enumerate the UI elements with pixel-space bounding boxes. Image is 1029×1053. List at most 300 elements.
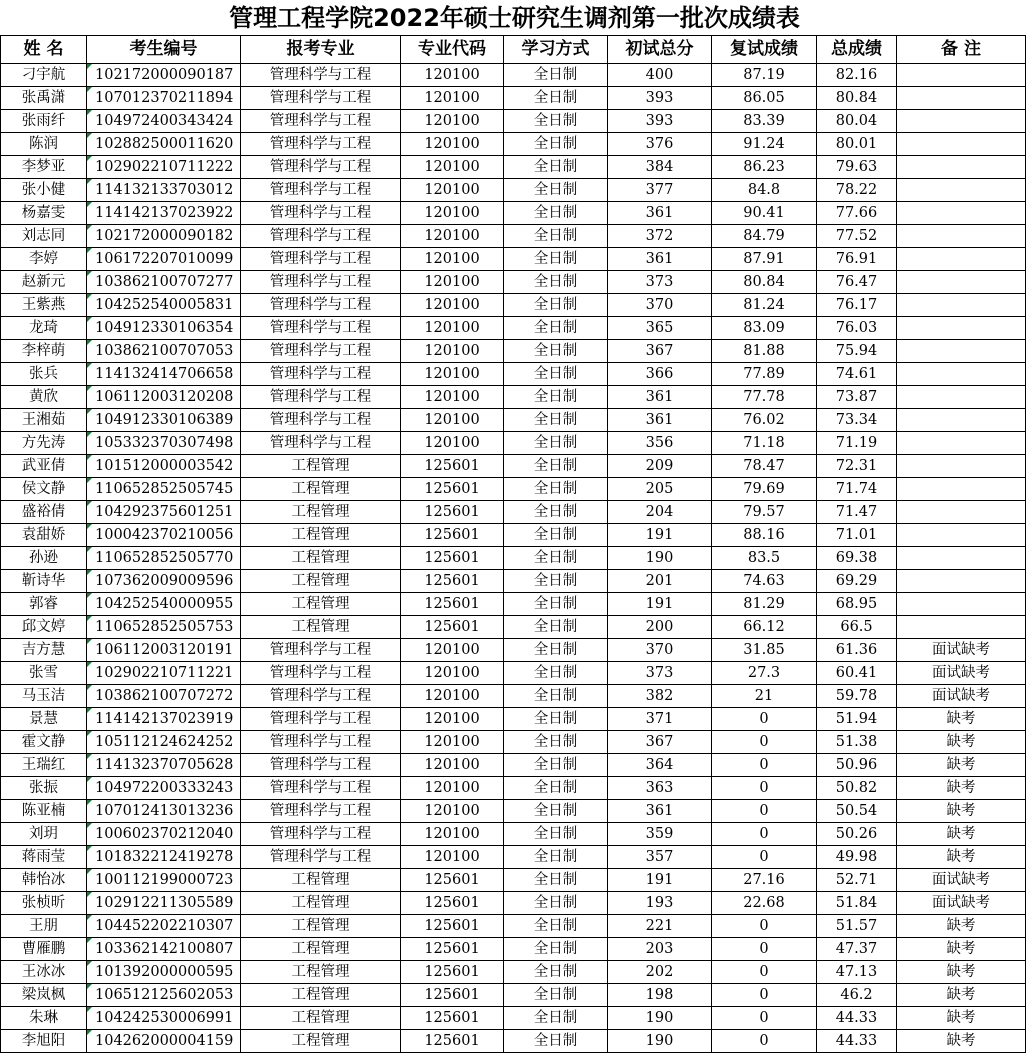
cell-remarks [897, 340, 1026, 363]
cell-study-mode: 全日制 [504, 800, 608, 823]
header-study-mode: 学习方式 [504, 36, 608, 64]
cell-study-mode: 全日制 [504, 570, 608, 593]
cell-prelim-score: 384 [608, 156, 712, 179]
cell-major-code: 120100 [401, 248, 504, 271]
cell-prelim-score: 204 [608, 501, 712, 524]
cell-retest-score: 81.24 [712, 294, 817, 317]
table-row [1, 386, 1026, 409]
cell-retest-score: 90.41 [712, 202, 817, 225]
table-row [1, 202, 1026, 225]
cell-exam-id: 104972200333243 [87, 777, 241, 800]
cell-exam-id: 107362009009596 [87, 570, 241, 593]
cell-total-score: 76.47 [817, 271, 897, 294]
cell-exam-id: 104452202210307 [87, 915, 241, 938]
cell-major-code: 120100 [401, 708, 504, 731]
cell-major: 工程管理 [241, 593, 401, 616]
cell-study-mode: 全日制 [504, 225, 608, 248]
table-row [1, 248, 1026, 271]
cell-major: 管理科学与工程 [241, 110, 401, 133]
table-row [1, 593, 1026, 616]
cell-prelim-score: 382 [608, 685, 712, 708]
cell-remarks [897, 110, 1026, 133]
cell-name: 韩怡冰 [1, 869, 87, 892]
cell-remarks: 缺考 [897, 731, 1026, 754]
cell-study-mode: 全日制 [504, 892, 608, 915]
table-row [1, 708, 1026, 731]
cell-major-code: 120100 [401, 639, 504, 662]
cell-total-score: 69.38 [817, 547, 897, 570]
cell-retest-score: 0 [712, 754, 817, 777]
cell-study-mode: 全日制 [504, 248, 608, 271]
cell-major-code: 120100 [401, 386, 504, 409]
cell-study-mode: 全日制 [504, 271, 608, 294]
cell-prelim-score: 377 [608, 179, 712, 202]
cell-major: 工程管理 [241, 892, 401, 915]
cell-name: 王冰冰 [1, 961, 87, 984]
cell-retest-score: 0 [712, 915, 817, 938]
cell-remarks [897, 432, 1026, 455]
cell-retest-score: 66.12 [712, 616, 817, 639]
cell-study-mode: 全日制 [504, 639, 608, 662]
cell-exam-id: 103362142100807 [87, 938, 241, 961]
cell-name: 邱文婷 [1, 616, 87, 639]
cell-major: 管理科学与工程 [241, 800, 401, 823]
cell-prelim-score: 371 [608, 708, 712, 731]
cell-total-score: 80.04 [817, 110, 897, 133]
cell-exam-id: 106112003120208 [87, 386, 241, 409]
cell-prelim-score: 191 [608, 869, 712, 892]
cell-prelim-score: 365 [608, 317, 712, 340]
cell-exam-id: 107012370211894 [87, 87, 241, 110]
table-row [1, 685, 1026, 708]
cell-retest-score: 86.23 [712, 156, 817, 179]
cell-total-score: 80.01 [817, 133, 897, 156]
cell-remarks [897, 363, 1026, 386]
cell-remarks: 缺考 [897, 1007, 1026, 1030]
cell-total-score: 51.38 [817, 731, 897, 754]
cell-remarks [897, 524, 1026, 547]
cell-remarks: 面试缺考 [897, 892, 1026, 915]
table-row [1, 271, 1026, 294]
header-total-score: 总成绩 [817, 36, 897, 64]
table-row [1, 64, 1026, 87]
cell-study-mode: 全日制 [504, 869, 608, 892]
cell-study-mode: 全日制 [504, 662, 608, 685]
table-row [1, 639, 1026, 662]
cell-prelim-score: 393 [608, 110, 712, 133]
cell-major: 管理科学与工程 [241, 846, 401, 869]
cell-study-mode: 全日制 [504, 524, 608, 547]
cell-study-mode: 全日制 [504, 432, 608, 455]
cell-retest-score: 79.69 [712, 478, 817, 501]
cell-name: 陈亚楠 [1, 800, 87, 823]
table-row [1, 731, 1026, 754]
table-row [1, 662, 1026, 685]
cell-study-mode: 全日制 [504, 823, 608, 846]
cell-remarks: 缺考 [897, 708, 1026, 731]
cell-major: 工程管理 [241, 984, 401, 1007]
table-row [1, 1007, 1026, 1030]
cell-total-score: 82.16 [817, 64, 897, 87]
cell-major: 管理科学与工程 [241, 777, 401, 800]
cell-major-code: 125601 [401, 892, 504, 915]
cell-prelim-score: 201 [608, 570, 712, 593]
cell-total-score: 49.98 [817, 846, 897, 869]
cell-major-code: 120100 [401, 317, 504, 340]
cell-major: 工程管理 [241, 524, 401, 547]
cell-retest-score: 0 [712, 961, 817, 984]
cell-retest-score: 79.57 [712, 501, 817, 524]
cell-major: 管理科学与工程 [241, 685, 401, 708]
cell-name: 吉方慧 [1, 639, 87, 662]
cell-major-code: 120100 [401, 340, 504, 363]
cell-exam-id: 100042370210056 [87, 524, 241, 547]
cell-study-mode: 全日制 [504, 547, 608, 570]
cell-study-mode: 全日制 [504, 179, 608, 202]
cell-total-score: 50.54 [817, 800, 897, 823]
cell-retest-score: 0 [712, 1030, 817, 1053]
cell-major: 工程管理 [241, 501, 401, 524]
cell-study-mode: 全日制 [504, 478, 608, 501]
cell-major: 工程管理 [241, 547, 401, 570]
cell-study-mode: 全日制 [504, 731, 608, 754]
cell-major: 管理科学与工程 [241, 179, 401, 202]
cell-retest-score: 21 [712, 685, 817, 708]
cell-exam-id: 102912211305589 [87, 892, 241, 915]
cell-study-mode: 全日制 [504, 386, 608, 409]
cell-major-code: 120100 [401, 363, 504, 386]
cell-remarks [897, 570, 1026, 593]
cell-remarks: 面试缺考 [897, 662, 1026, 685]
cell-major-code: 125601 [401, 869, 504, 892]
cell-retest-score: 0 [712, 1007, 817, 1030]
cell-major: 工程管理 [241, 961, 401, 984]
cell-major-code: 120100 [401, 202, 504, 225]
cell-total-score: 47.13 [817, 961, 897, 984]
cell-remarks: 缺考 [897, 800, 1026, 823]
cell-total-score: 76.03 [817, 317, 897, 340]
table-row [1, 984, 1026, 1007]
cell-prelim-score: 361 [608, 386, 712, 409]
cell-remarks: 缺考 [897, 1030, 1026, 1053]
cell-total-score: 61.36 [817, 639, 897, 662]
table-row [1, 524, 1026, 547]
cell-study-mode: 全日制 [504, 409, 608, 432]
cell-name: 曹雁鹏 [1, 938, 87, 961]
cell-name: 刁宇航 [1, 64, 87, 87]
cell-major: 管理科学与工程 [241, 823, 401, 846]
cell-name: 李婷 [1, 248, 87, 271]
cell-major-code: 125601 [401, 478, 504, 501]
cell-prelim-score: 361 [608, 800, 712, 823]
cell-remarks [897, 179, 1026, 202]
cell-study-mode: 全日制 [504, 156, 608, 179]
table-row [1, 547, 1026, 570]
cell-exam-id: 114142137023922 [87, 202, 241, 225]
cell-total-score: 46.2 [817, 984, 897, 1007]
cell-exam-id: 104262000004159 [87, 1030, 241, 1053]
table-row [1, 340, 1026, 363]
cell-retest-score: 0 [712, 708, 817, 731]
cell-name: 袁甜娇 [1, 524, 87, 547]
cell-major-code: 120100 [401, 110, 504, 133]
cell-total-score: 73.87 [817, 386, 897, 409]
table-row [1, 179, 1026, 202]
cell-exam-id: 105112124624252 [87, 731, 241, 754]
cell-retest-score: 88.16 [712, 524, 817, 547]
cell-name: 侯文静 [1, 478, 87, 501]
cell-prelim-score: 361 [608, 409, 712, 432]
cell-study-mode: 全日制 [504, 202, 608, 225]
cell-major: 管理科学与工程 [241, 317, 401, 340]
cell-name: 赵新元 [1, 271, 87, 294]
cell-major-code: 120100 [401, 133, 504, 156]
cell-major-code: 120100 [401, 179, 504, 202]
cell-total-score: 60.41 [817, 662, 897, 685]
cell-major-code: 120100 [401, 271, 504, 294]
cell-retest-score: 78.47 [712, 455, 817, 478]
cell-name: 张雪 [1, 662, 87, 685]
cell-retest-score: 84.79 [712, 225, 817, 248]
cell-name: 霍文静 [1, 731, 87, 754]
cell-prelim-score: 361 [608, 248, 712, 271]
cell-remarks [897, 64, 1026, 87]
cell-retest-score: 83.5 [712, 547, 817, 570]
cell-exam-id: 101392000000595 [87, 961, 241, 984]
table-row [1, 938, 1026, 961]
cell-name: 刘志同 [1, 225, 87, 248]
cell-total-score: 76.91 [817, 248, 897, 271]
cell-prelim-score: 373 [608, 271, 712, 294]
cell-major: 管理科学与工程 [241, 156, 401, 179]
cell-name: 张禹潇 [1, 87, 87, 110]
cell-remarks: 面试缺考 [897, 685, 1026, 708]
cell-study-mode: 全日制 [504, 340, 608, 363]
cell-prelim-score: 361 [608, 202, 712, 225]
cell-study-mode: 全日制 [504, 1030, 608, 1053]
cell-major-code: 125601 [401, 524, 504, 547]
cell-major: 工程管理 [241, 570, 401, 593]
cell-prelim-score: 376 [608, 133, 712, 156]
cell-exam-id: 114142137023919 [87, 708, 241, 731]
table-row [1, 87, 1026, 110]
cell-prelim-score: 200 [608, 616, 712, 639]
cell-total-score: 47.37 [817, 938, 897, 961]
cell-exam-id: 102172000090182 [87, 225, 241, 248]
table-row [1, 892, 1026, 915]
cell-total-score: 77.66 [817, 202, 897, 225]
cell-prelim-score: 393 [608, 87, 712, 110]
cell-retest-score: 83.39 [712, 110, 817, 133]
cell-exam-id: 104292375601251 [87, 501, 241, 524]
cell-name: 方先涛 [1, 432, 87, 455]
cell-study-mode: 全日制 [504, 616, 608, 639]
cell-remarks: 缺考 [897, 938, 1026, 961]
cell-total-score: 50.96 [817, 754, 897, 777]
cell-study-mode: 全日制 [504, 363, 608, 386]
cell-major: 管理科学与工程 [241, 133, 401, 156]
cell-major: 工程管理 [241, 938, 401, 961]
table-row [1, 846, 1026, 869]
cell-major: 管理科学与工程 [241, 248, 401, 271]
cell-major: 管理科学与工程 [241, 64, 401, 87]
header-major: 报考专业 [241, 36, 401, 64]
cell-remarks: 缺考 [897, 777, 1026, 800]
cell-exam-id: 102882500011620 [87, 133, 241, 156]
cell-prelim-score: 221 [608, 915, 712, 938]
cell-retest-score: 80.84 [712, 271, 817, 294]
cell-prelim-score: 367 [608, 731, 712, 754]
cell-total-score: 77.52 [817, 225, 897, 248]
cell-major-code: 120100 [401, 87, 504, 110]
cell-study-mode: 全日制 [504, 685, 608, 708]
cell-prelim-score: 205 [608, 478, 712, 501]
cell-major-code: 120100 [401, 225, 504, 248]
cell-remarks [897, 455, 1026, 478]
cell-study-mode: 全日制 [504, 110, 608, 133]
cell-name: 张雨纤 [1, 110, 87, 133]
cell-major-code: 120100 [401, 409, 504, 432]
cell-prelim-score: 357 [608, 846, 712, 869]
cell-major: 管理科学与工程 [241, 754, 401, 777]
cell-major: 管理科学与工程 [241, 87, 401, 110]
cell-total-score: 75.94 [817, 340, 897, 363]
cell-exam-id: 103862100707277 [87, 271, 241, 294]
cell-retest-score: 31.85 [712, 639, 817, 662]
cell-total-score: 50.26 [817, 823, 897, 846]
cell-exam-id: 103862100707053 [87, 340, 241, 363]
cell-total-score: 71.01 [817, 524, 897, 547]
cell-remarks [897, 202, 1026, 225]
cell-major-code: 125601 [401, 570, 504, 593]
header-row [1, 36, 1026, 64]
table-row [1, 800, 1026, 823]
cell-remarks: 面试缺考 [897, 869, 1026, 892]
cell-major-code: 120100 [401, 156, 504, 179]
cell-major: 管理科学与工程 [241, 708, 401, 731]
cell-prelim-score: 364 [608, 754, 712, 777]
table-row [1, 133, 1026, 156]
cell-study-mode: 全日制 [504, 501, 608, 524]
cell-retest-score: 27.16 [712, 869, 817, 892]
cell-name: 郭睿 [1, 593, 87, 616]
cell-prelim-score: 373 [608, 662, 712, 685]
header-remarks: 备 注 [897, 36, 1026, 64]
cell-study-mode: 全日制 [504, 915, 608, 938]
page-title: 管理工程学院2022年硕士研究生调剂第一批次成绩表 [229, 4, 800, 32]
cell-name: 李旭阳 [1, 1030, 87, 1053]
cell-major-code: 120100 [401, 662, 504, 685]
cell-major-code: 120100 [401, 64, 504, 87]
cell-exam-id: 102902210711221 [87, 662, 241, 685]
cell-prelim-score: 363 [608, 777, 712, 800]
cell-name: 龙琦 [1, 317, 87, 340]
cell-name: 马玉洁 [1, 685, 87, 708]
cell-total-score: 52.71 [817, 869, 897, 892]
cell-major-code: 125601 [401, 593, 504, 616]
cell-major: 工程管理 [241, 869, 401, 892]
cell-major: 管理科学与工程 [241, 271, 401, 294]
table-row [1, 754, 1026, 777]
cell-name: 靳诗华 [1, 570, 87, 593]
cell-name: 陈润 [1, 133, 87, 156]
cell-remarks [897, 409, 1026, 432]
cell-study-mode: 全日制 [504, 133, 608, 156]
cell-exam-id: 101832212419278 [87, 846, 241, 869]
cell-exam-id: 104912330106354 [87, 317, 241, 340]
cell-retest-score: 71.18 [712, 432, 817, 455]
cell-remarks: 缺考 [897, 984, 1026, 1007]
table-row [1, 501, 1026, 524]
cell-study-mode: 全日制 [504, 846, 608, 869]
cell-remarks [897, 156, 1026, 179]
cell-prelim-score: 193 [608, 892, 712, 915]
cell-remarks [897, 386, 1026, 409]
table-row [1, 869, 1026, 892]
cell-prelim-score: 190 [608, 547, 712, 570]
cell-major: 管理科学与工程 [241, 202, 401, 225]
cell-study-mode: 全日制 [504, 984, 608, 1007]
cell-retest-score: 0 [712, 731, 817, 754]
cell-remarks [897, 547, 1026, 570]
cell-remarks [897, 616, 1026, 639]
cell-retest-score: 81.88 [712, 340, 817, 363]
cell-remarks: 缺考 [897, 846, 1026, 869]
table-row [1, 110, 1026, 133]
cell-exam-id: 105332370307498 [87, 432, 241, 455]
table-row [1, 478, 1026, 501]
cell-name: 盛裕倩 [1, 501, 87, 524]
cell-total-score: 74.61 [817, 363, 897, 386]
cell-prelim-score: 202 [608, 961, 712, 984]
cell-total-score: 44.33 [817, 1007, 897, 1030]
cell-prelim-score: 356 [608, 432, 712, 455]
cell-exam-id: 104252540000955 [87, 593, 241, 616]
cell-prelim-score: 190 [608, 1007, 712, 1030]
cell-study-mode: 全日制 [504, 938, 608, 961]
cell-prelim-score: 372 [608, 225, 712, 248]
cell-name: 朱琳 [1, 1007, 87, 1030]
cell-prelim-score: 370 [608, 639, 712, 662]
cell-total-score: 79.63 [817, 156, 897, 179]
cell-retest-score: 77.89 [712, 363, 817, 386]
cell-major-code: 120100 [401, 777, 504, 800]
cell-exam-id: 110652852505745 [87, 478, 241, 501]
cell-retest-score: 77.78 [712, 386, 817, 409]
table-row [1, 915, 1026, 938]
table-row [1, 432, 1026, 455]
table-row [1, 777, 1026, 800]
cell-exam-id: 107012413013236 [87, 800, 241, 823]
cell-major: 管理科学与工程 [241, 363, 401, 386]
cell-exam-id: 114132370705628 [87, 754, 241, 777]
cell-name: 孙逊 [1, 547, 87, 570]
table-row [1, 294, 1026, 317]
cell-major: 管理科学与工程 [241, 432, 401, 455]
cell-prelim-score: 203 [608, 938, 712, 961]
cell-major-code: 125601 [401, 984, 504, 1007]
cell-retest-score: 0 [712, 938, 817, 961]
cell-major-code: 125601 [401, 616, 504, 639]
cell-study-mode: 全日制 [504, 754, 608, 777]
cell-major-code: 125601 [401, 547, 504, 570]
cell-total-score: 69.29 [817, 570, 897, 593]
cell-retest-score: 83.09 [712, 317, 817, 340]
cell-study-mode: 全日制 [504, 294, 608, 317]
cell-prelim-score: 370 [608, 294, 712, 317]
cell-exam-id: 104252540005831 [87, 294, 241, 317]
cell-retest-score: 87.91 [712, 248, 817, 271]
